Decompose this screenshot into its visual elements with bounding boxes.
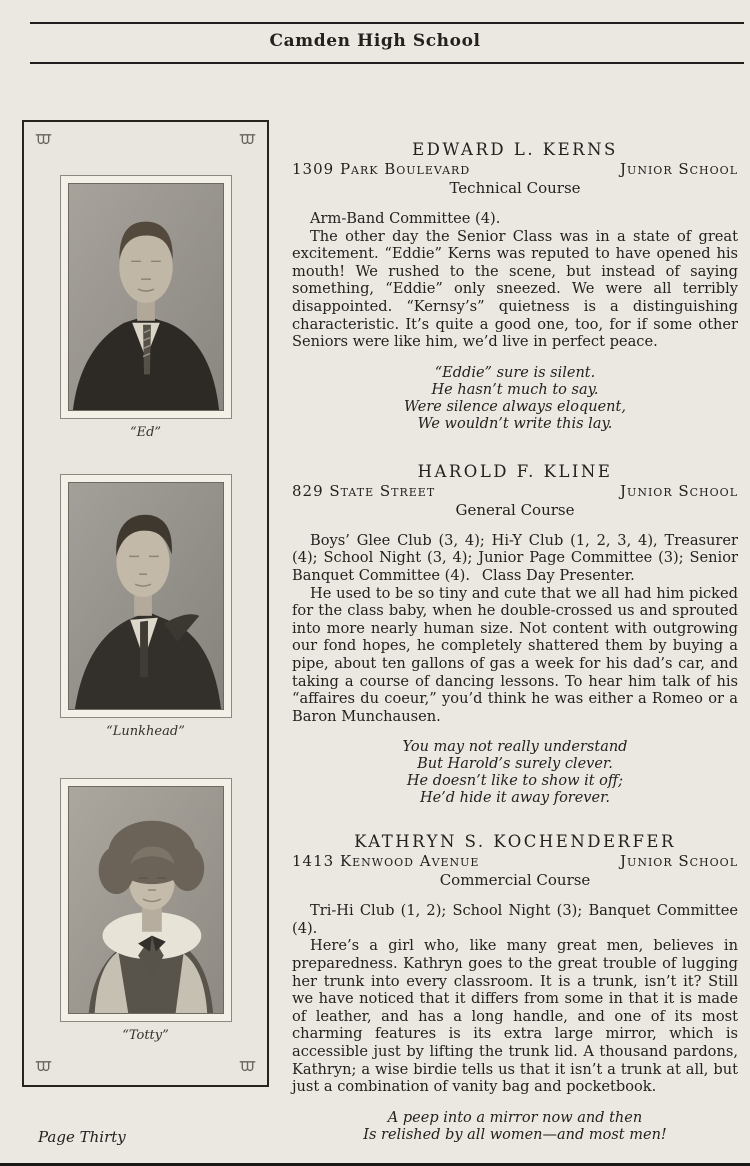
student-address: 1413 Kenwood Avenue	[292, 852, 480, 871]
student-poem	[292, 1110, 738, 1144]
student-school: Junior School	[620, 481, 738, 500]
photo-panel	[22, 120, 269, 1087]
student-entry	[292, 832, 738, 1144]
student-entry	[292, 140, 738, 433]
portrait-photo	[68, 482, 224, 710]
student-activities: Tri-Hi Club (1, 2); School Night (3); Banquet Committee (4).	[292, 902, 738, 937]
student-writeup: Here’s a girl who, like many great men, believes in preparedness. Kathryn goes to the great trouble of lugging her trunk into every classroom. It is a trunk, isn’t it? Still we have noticed that it differs from some in that it is made of leather, and has a long handle, and one of its most charming features is its extra large mirror, which is accessible just by lifting the trunk lid. A thousand pardons, Kathryn; a wise birdie tells us that it isn’t a trunk at all, but just a combination of vanity bag and pocketbook.	[292, 937, 738, 1096]
poem-line: Were silence always eloquent,	[404, 398, 626, 415]
portrait-photo	[68, 786, 224, 1014]
printer-ornament-icon	[34, 1059, 53, 1075]
student-address: 1309 Park Boulevard	[292, 160, 471, 178]
photo-caption: “Ed”	[129, 425, 162, 440]
poem-line: But Harold’s surely clever.	[417, 756, 613, 773]
poem-line: He’d hide it away forever.	[419, 790, 611, 807]
printer-ornament-icon	[238, 132, 257, 148]
student-poem	[292, 365, 738, 433]
student-meta-row	[292, 482, 738, 500]
poem-line: “Eddie” sure is silent.	[434, 364, 596, 381]
student-course: General Course	[455, 500, 575, 519]
student-activities: Boys’ Glee Club (3, 4); Hi-Y Club (1, 2, 3, 4), Treasurer (4); School Night (3, 4); Junior Page Committee (3); Senior Banquet Committee (4). Class Day Presenter.	[292, 531, 738, 584]
student-name: EDWARD L. KERNS	[412, 140, 618, 159]
bio-column	[292, 140, 738, 1144]
header-rule-bottom	[30, 62, 744, 64]
printer-ornament-icon	[238, 1059, 257, 1075]
poem-line: He hasn’t much to say.	[431, 381, 599, 398]
poem-line: He doesn’t like to show it off;	[406, 773, 624, 790]
photo-caption: “Lunkhead”	[106, 724, 185, 739]
header-rule-top	[30, 22, 744, 24]
poem-line: A peep into a mirror now and then	[387, 1109, 643, 1126]
student-name: KATHRYN S. KOCHENDERFER	[354, 832, 676, 852]
student-school: Junior School	[620, 160, 738, 178]
student-course: Commercial Course	[439, 871, 591, 890]
portrait-figure	[60, 474, 232, 739]
student-course: Technical Course	[449, 179, 581, 197]
photo-mat	[60, 474, 232, 718]
student-writeup: The other day the Senior Class was in a state of great excitement. “Eddie” Kerns was reputed to have opened his mouth! We rushed to the scene, but instead of saying something, “Eddie” only sneezed. We were all terribly disappointed. “Kernsy’s” quietness is a distinguishing characteristic. It’s quite a good one, too, for if some other Seniors were like him, we’d live in perfect peace.	[292, 227, 738, 351]
photo-mat	[60, 778, 232, 1022]
poem-line: Is relished by all women—and most men!	[363, 1126, 667, 1143]
portrait-figure	[60, 175, 232, 440]
student-meta-row	[292, 160, 738, 178]
student-name: HAROLD F. KLINE	[417, 461, 613, 481]
student-activities: Arm-Band Committee (4).	[310, 210, 501, 227]
page-number-label: Page Thirty	[38, 1128, 126, 1146]
poem-line: We wouldn’t write this lay.	[417, 415, 613, 432]
photo-mat	[60, 175, 232, 419]
student-poem	[292, 739, 738, 807]
student-address: 829 State Street	[292, 481, 436, 500]
portrait-photo	[68, 183, 224, 411]
portrait-figure	[60, 778, 232, 1043]
page-title: Camden High School	[269, 31, 481, 51]
student-writeup: He used to be so tiny and cute that we all had him picked for the class baby, when he double-crossed us and sprouted into more nearly human size. Not content with outgrowing our fond hopes, he completely shattered them by buying a pipe, about ten gallons of gas a week for his dad’s car, and taking a course of dancing lessons. To hear him talk of his “affaires du coeur,” you’d think he was either a Romeo or a Baron Munchausen.	[292, 584, 738, 725]
poem-line: You may not really understand	[402, 739, 628, 756]
student-school: Junior School	[620, 852, 738, 871]
printer-ornament-icon	[34, 132, 53, 148]
student-entry	[292, 462, 738, 808]
photo-caption: “Totty”	[122, 1028, 169, 1043]
student-meta-row	[292, 852, 738, 870]
